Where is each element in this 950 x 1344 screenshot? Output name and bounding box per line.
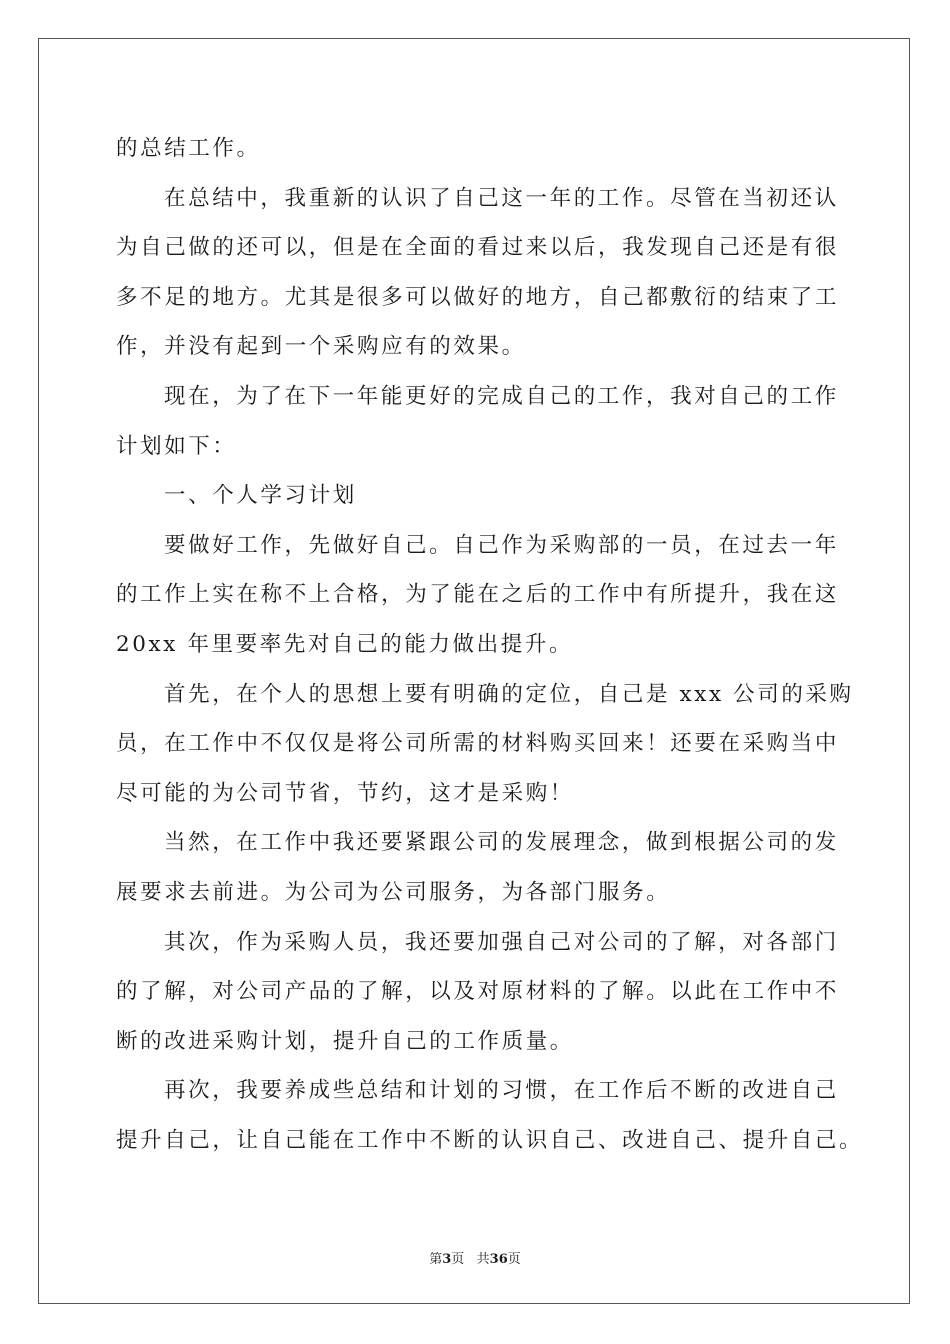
- total-page-count: 36: [489, 1252, 508, 1267]
- text-line: 的总结工作。: [116, 136, 261, 161]
- text-line: 为自己做的还可以，但是在全面的看过来以后，我发现自己还是有很: [116, 235, 840, 261]
- text-line: 再次，我要养成些总结和计划的习惯，在工作后不断的改进自己: [164, 1078, 839, 1104]
- text-line: 多不足的地方。尤其是很多可以做好的地方，自己都敷衍的结束了工: [116, 284, 840, 310]
- text-line: 20xx 年里要率先对自己的能力做出提升。: [116, 631, 574, 657]
- section-heading: 一、个人学习计划: [164, 483, 357, 509]
- text-line: 提升自己，让自己能在工作中不断的认识自己、改进自己、提升自己。: [116, 1127, 864, 1153]
- footer-suffix: 页: [507, 1252, 521, 1267]
- text-line: 作，并没有起到一个采购应有的效果。: [116, 334, 526, 360]
- text-line: 在总结中，我重新的认识了自己这一年的工作。尽管在当初还认: [164, 185, 839, 211]
- current-page-number: 3: [442, 1252, 452, 1267]
- text-line: 要做好工作，先做好自己。自己作为采购部的一员，在过去一年: [164, 532, 839, 558]
- footer-prefix: 第: [429, 1252, 443, 1267]
- document-body: [116, 128, 864, 1169]
- text-line: 当然，在工作中我还要紧跟公司的发展理念，做到根据公司的发: [164, 830, 839, 856]
- text-line: 员，在工作中不仅仅是将公司所需的材料购买回来！还要在采购当中: [116, 731, 840, 757]
- footer-middle: 页 共: [451, 1252, 490, 1267]
- text-line: 展要求去前进。为公司为公司服务，为各部门服务。: [116, 879, 671, 905]
- text-line: 计划如下：: [116, 433, 237, 459]
- text-line: 断的改进采购计划，提升自己的工作质量。: [116, 1028, 574, 1054]
- text-line: 现在，为了在下一年能更好的完成自己的工作，我对自己的工作: [164, 383, 839, 409]
- text-line: 的了解，对公司产品的了解，以及对原材料的了解。以此在工作中不: [116, 979, 840, 1005]
- text-line: 尽可能的为公司节省，节约，这才是采购！: [116, 780, 574, 806]
- page-footer: [0, 1248, 950, 1267]
- text-line: 其次，作为采购人员，我还要加强自己对公司的了解，对各部门: [164, 929, 839, 955]
- text-line: 首先，在个人的思想上要有明确的定位，自己是 xxx 公司的采购: [164, 681, 854, 707]
- text-line: 的工作上实在称不上合格，为了能在之后的工作中有所提升，我在这: [116, 582, 840, 608]
